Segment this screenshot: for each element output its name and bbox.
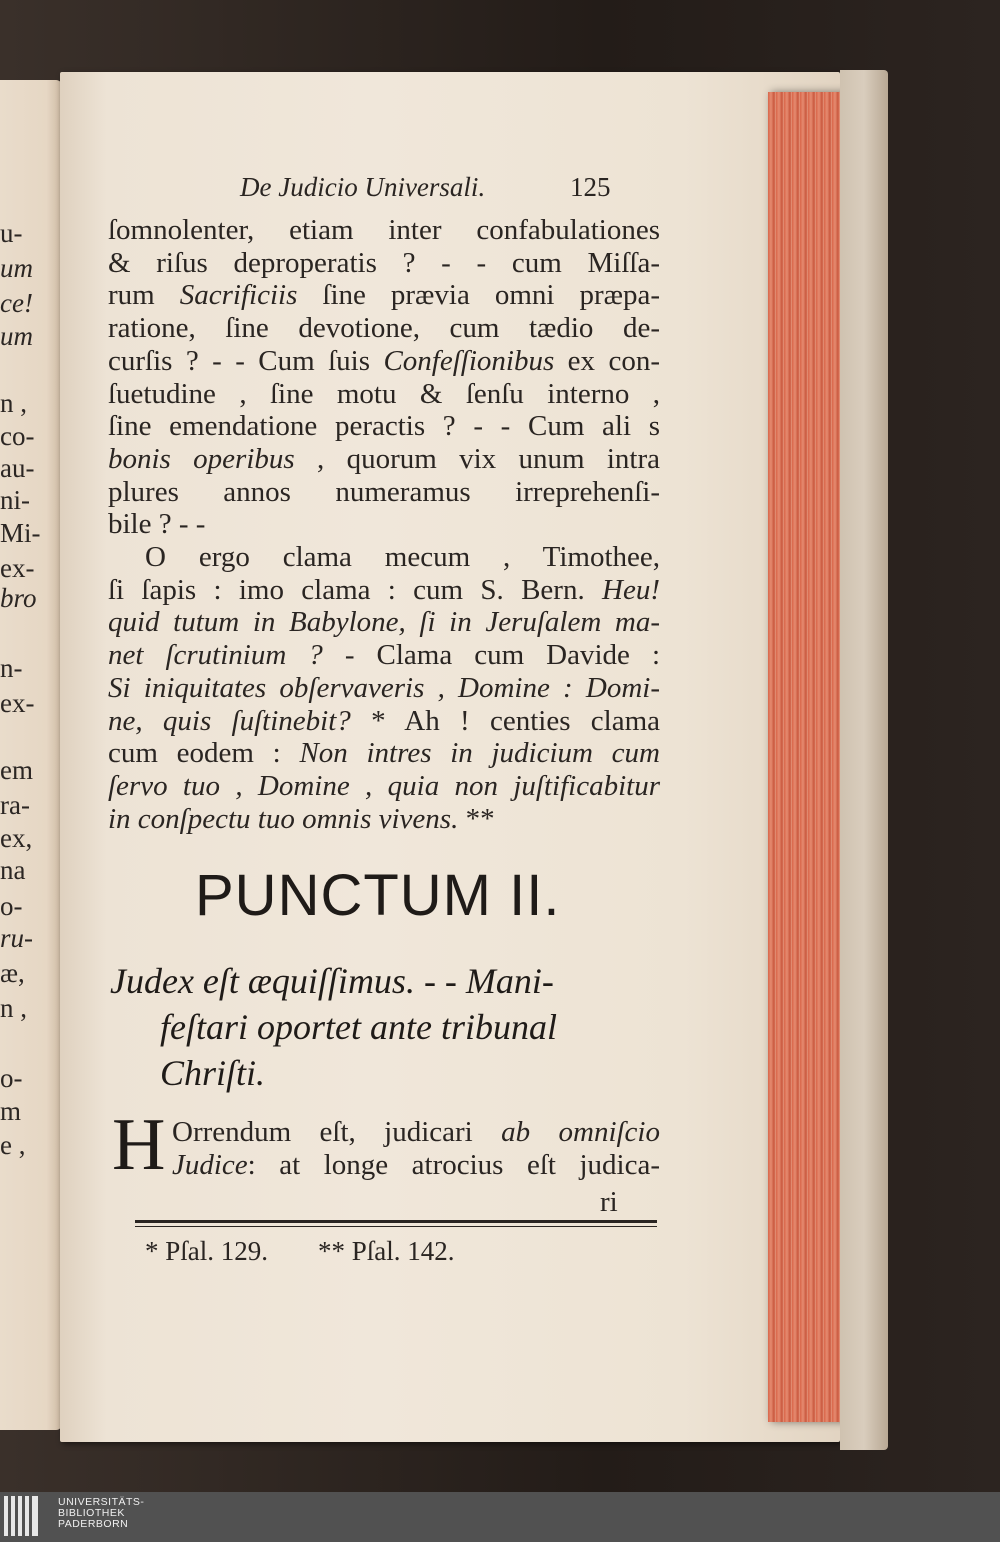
left-page-fragment: ra-: [0, 790, 30, 820]
left-page-fragment: n ,: [0, 388, 27, 418]
library-logo-icon: [4, 1496, 46, 1536]
left-page-fragment: n ,: [0, 993, 27, 1023]
text-run: rum: [108, 279, 180, 312]
left-page-fragment: ex-: [0, 553, 35, 583]
text-run: curſis ? - - Cum ſuis: [108, 344, 384, 377]
text-line: [108, 279, 660, 311]
catchword: ri: [600, 1186, 618, 1218]
left-page-fragment: æ,: [0, 958, 25, 988]
left-page-fragment: em: [0, 755, 33, 785]
text-run: ſomnolenter, etiam inter confabulationes: [108, 214, 660, 246]
left-page-fragment: e ,: [0, 1130, 26, 1160]
left-page-fragment: ni-: [0, 485, 30, 515]
text-run: ſuetudine , ſine motu & ſenſu interno ,: [108, 377, 660, 410]
text-run: ſine prævia omni præpa-: [297, 279, 661, 312]
left-page-fragment: ru-: [0, 923, 33, 953]
library-footer-bar: [0, 1492, 1000, 1542]
text-line: [172, 1116, 660, 1148]
text-run: plures annos numeramus irreprehenſi-: [108, 475, 660, 508]
text-line: [108, 443, 660, 475]
text-line: [108, 705, 660, 737]
footnote: ** Pſal. 142.: [318, 1236, 455, 1266]
footnote: * Pſal. 129.: [145, 1236, 269, 1266]
page-number: 125: [570, 172, 611, 202]
text-run: Si iniquitates obſervaveris , Domine : Domi-: [108, 671, 660, 704]
text-run: ſine emendatione peractis ? - - Cum ali s: [108, 410, 660, 443]
text-run: ab omniſcio: [501, 1116, 660, 1148]
left-page-fragment: Mi-: [0, 518, 41, 548]
text-run: in conſpectu tuo omnis vivens.: [108, 802, 459, 835]
text-run: bile ? - -: [108, 508, 206, 541]
left-page-fragment: m: [0, 1096, 22, 1126]
left-page-fragment: na: [0, 855, 26, 885]
text-line: [145, 541, 660, 573]
text-run: Heu!: [602, 573, 660, 606]
drop-capital: H: [112, 1104, 166, 1186]
text-line: [108, 247, 660, 279]
text-run: **: [458, 802, 495, 835]
subheading-line: Chriſti.: [160, 1053, 266, 1093]
text-run: Non intres in judicium cum: [299, 737, 660, 770]
text-line: [108, 476, 660, 508]
left-page-fragment: co-: [0, 421, 35, 451]
footnote-rule: [135, 1220, 657, 1223]
library-logo-text: BIBLIOTHEK: [58, 1507, 125, 1519]
text-run: Judice: [172, 1149, 248, 1181]
text-line: [108, 672, 660, 704]
text-run: cum eodem :: [108, 737, 300, 770]
text-run: net ſcrutinium ?: [108, 639, 323, 672]
text-line: [108, 606, 660, 638]
text-line: [108, 508, 660, 540]
text-run: quid tutum in Babylone, ſi in Jeruſalem ma-: [108, 606, 660, 639]
text-run: bonis operibus: [108, 442, 295, 475]
text-line: [172, 1149, 660, 1181]
text-run: ex con-: [554, 344, 660, 377]
left-page-fragment: ex,: [0, 823, 33, 853]
text-line: [108, 214, 660, 246]
text-run: Sacrificiis: [179, 279, 298, 312]
text-line: [108, 312, 660, 344]
running-head: De Judicio Universali.: [240, 172, 486, 202]
text-line: [108, 345, 660, 377]
text-run: Confeſſionibus: [383, 344, 555, 377]
text-line: [108, 770, 660, 802]
left-page-fragment: n-: [0, 653, 23, 683]
left-page-fragment: um: [0, 253, 33, 283]
subheading-line: feſtari oportet ante tribunal: [160, 1007, 557, 1047]
left-page-fragment: bro: [0, 583, 37, 613]
text-line: [108, 410, 660, 442]
text-line: [108, 574, 660, 606]
left-page-fragment: u-: [0, 218, 23, 248]
text-run: ne, quis ſuſtinebit?: [108, 704, 351, 737]
text-run: - Clama cum Davide :: [322, 639, 660, 672]
footnote-rule-thin: [135, 1226, 657, 1227]
text-run: Orrendum eſt, judicari: [172, 1116, 502, 1148]
library-logo-text: UNIVERSITÄTS-: [58, 1496, 145, 1508]
text-line: [108, 803, 660, 835]
left-page-fragment: ce!: [0, 288, 33, 318]
text-run: & riſus deproperatis ? - - cum Miſſa-: [108, 246, 660, 279]
library-logo-text: PADERBORN: [58, 1518, 129, 1530]
book-cover-edge: [840, 70, 888, 1450]
left-page-fragment: um: [0, 321, 33, 351]
text-line: [108, 639, 660, 671]
text-run: * Ah ! centies clama: [350, 704, 660, 737]
text-run: ſervo tuo , Domine , quia non juſtificabitur: [108, 769, 660, 802]
text-run: ſi ſapis : imo clama : cum S. Bern.: [108, 573, 603, 606]
text-run: : at longe atrocius eſt judica-: [247, 1149, 660, 1181]
text-line: [108, 378, 660, 410]
text-run: , quorum vix unum intra: [294, 442, 660, 475]
left-page-fragment: o-: [0, 891, 23, 921]
subheading-line: Judex eſt æquiſſimus. - - Mani-: [110, 961, 554, 1001]
text-line: [108, 737, 660, 769]
text-run: ratione, ſine devotione, cum tædio de-: [108, 312, 660, 345]
section-heading: PUNCTUM II.: [195, 863, 561, 928]
left-page-fragment: au-: [0, 453, 35, 483]
left-page-fragment: o-: [0, 1063, 23, 1093]
text-run: O ergo clama mecum , Timothee,: [145, 541, 660, 573]
left-page-fragment: ex-: [0, 688, 35, 718]
